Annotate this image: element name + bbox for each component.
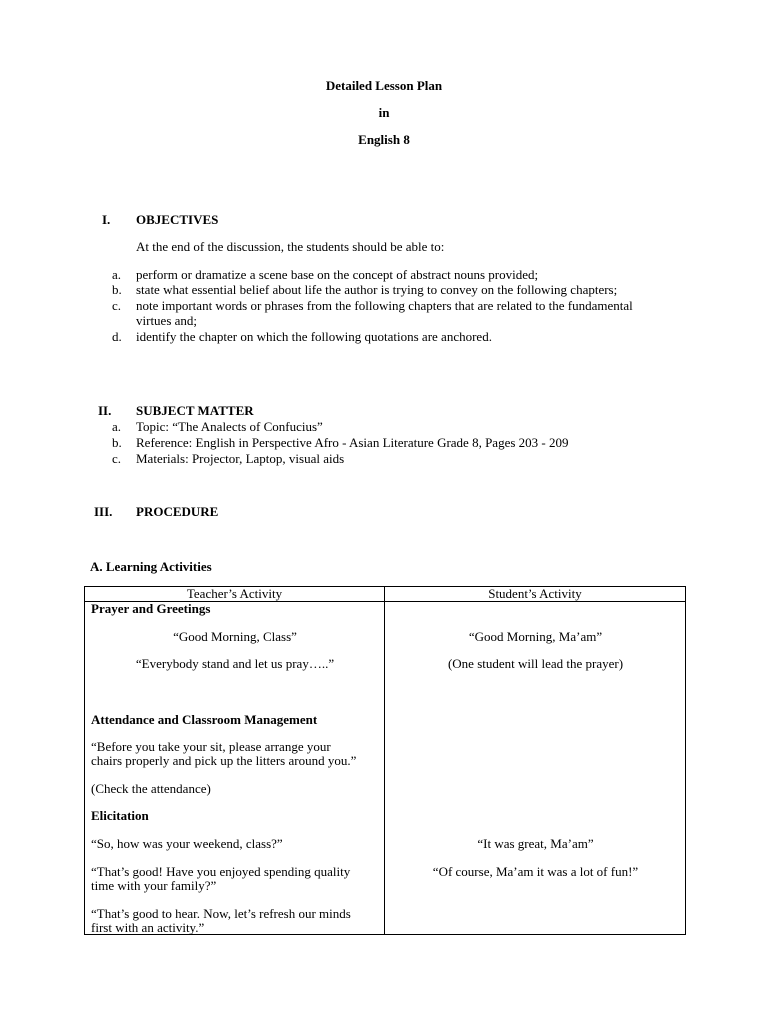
objective-item-continued: virtues and;: [136, 313, 198, 328]
teacher-greeting: “Good Morning, Class”: [173, 629, 297, 644]
teacher-check-attendance: (Check the attendance): [91, 781, 211, 796]
subject-item: Materials: Projector, Laptop, visual aids: [136, 451, 345, 466]
teacher-pray: “Everybody stand and let us pray…..”: [135, 656, 335, 671]
document-title: Detailed Lesson Plan: [325, 78, 443, 93]
document-subject: English 8: [358, 132, 410, 147]
objective-marker: a.: [112, 267, 122, 282]
objective-item: perform or dramatize a scene base on the concept of abstract nouns provided;: [136, 267, 539, 282]
activities-table: [84, 586, 686, 935]
subject-item: Reference: English in Perspective Afro - Asian Literature Grade 8, Pages 203 - 209: [136, 435, 569, 450]
subject-matter-numeral: II.: [98, 403, 112, 418]
student-greeting: “Good Morning, Ma’am”: [468, 629, 603, 644]
subject-marker: a.: [112, 419, 122, 434]
subject-marker: c.: [112, 451, 122, 466]
elicitation-heading: Elicitation: [91, 808, 149, 823]
procedure-numeral: III.: [94, 504, 113, 519]
objective-marker: b.: [112, 282, 122, 297]
teacher-arrange-line1: “Before you take your sit, please arrange your: [91, 739, 331, 754]
subject-matter-heading: SUBJECT MATTER: [136, 403, 254, 418]
objectives-heading: OBJECTIVES: [136, 212, 219, 227]
teacher-refresh-line1: “That’s good to hear. Now, let’s refresh our minds: [91, 906, 351, 921]
procedure-heading: PROCEDURE: [136, 504, 219, 519]
objective-item: state what essential belief about life the author is trying to convey on the following chapters;: [136, 282, 618, 297]
student-activity-header: Student’s Activity: [385, 587, 686, 602]
student-weekend: “It was great, Ma’am”: [477, 836, 594, 851]
teacher-activity-header: Teacher’s Activity: [85, 587, 385, 602]
table-row: [85, 602, 686, 935]
attendance-heading: Attendance and Classroom Management: [91, 712, 318, 727]
teacher-activity-cell: [85, 602, 385, 935]
subject-item: Topic: “The Analects of Confucius”: [136, 419, 323, 434]
teacher-weekend: “So, how was your weekend, class?”: [91, 836, 283, 851]
learning-activities-heading: A. Learning Activities: [90, 559, 212, 574]
prayer-greetings-heading: Prayer and Greetings: [91, 601, 211, 616]
objective-marker: d.: [112, 329, 122, 344]
student-family: “Of course, Ma’am it was a lot of fun!”: [432, 864, 639, 879]
objectives-numeral: I.: [102, 212, 111, 227]
teacher-family-line2: time with your family?”: [91, 878, 217, 893]
teacher-arrange-line2: chairs properly and pick up the litters around you.”: [91, 753, 357, 768]
student-pray: (One student will lead the prayer): [447, 656, 624, 671]
subject-marker: b.: [112, 435, 122, 450]
student-activity-cell: [385, 602, 686, 935]
objective-item: identify the chapter on which the following quotations are anchored.: [136, 329, 492, 344]
objective-marker: c.: [112, 298, 122, 313]
teacher-family-line1: “That’s good! Have you enjoyed spending quality: [91, 864, 351, 879]
table-header-row: [85, 587, 686, 602]
teacher-refresh-line2: first with an activity.”: [91, 920, 205, 935]
title-connector: in: [378, 105, 390, 120]
objective-item: note important words or phrases from the following chapters that are related to the fundamental: [136, 298, 633, 313]
objectives-intro: At the end of the discussion, the students should be able to:: [136, 239, 445, 254]
